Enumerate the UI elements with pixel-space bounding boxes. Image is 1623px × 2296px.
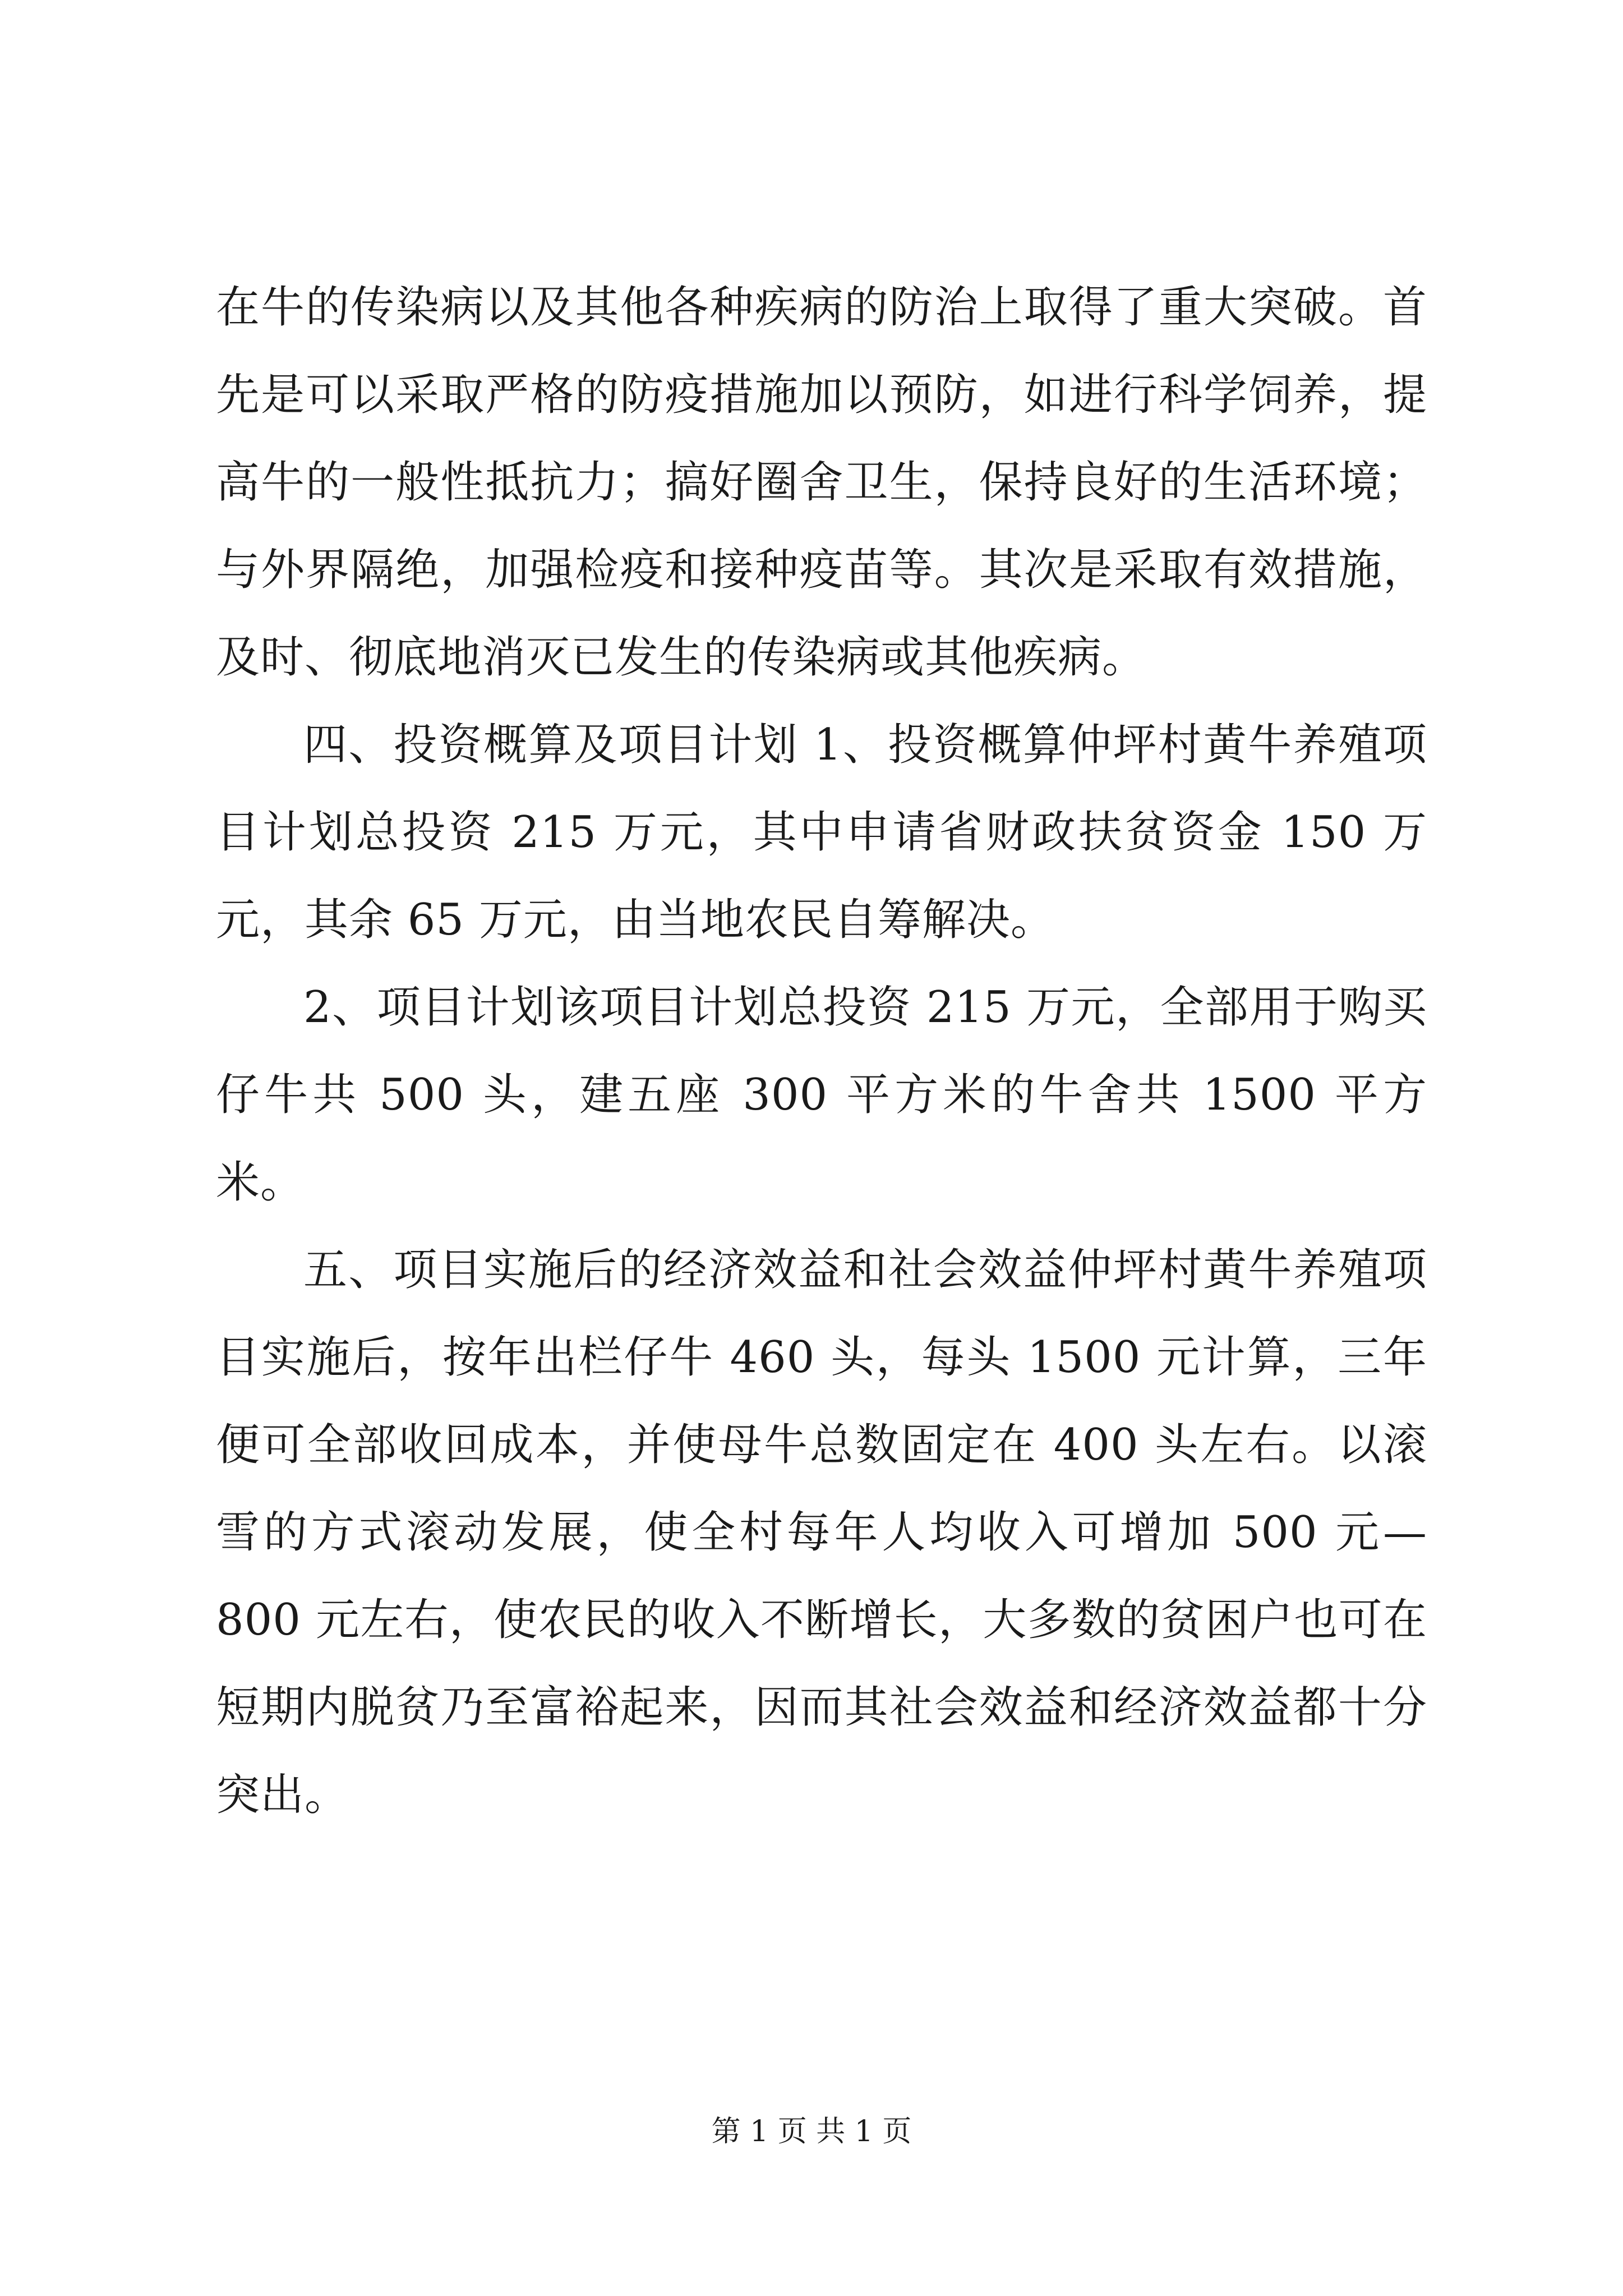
page-footer: 第 1 页 共 1 页 <box>711 2115 912 2148</box>
paragraph-disease-prevention: 在牛的传染病以及其他各种疾病的防治上取得了重大突破。首先是可以采取严格的防疫措施加以预防，如进行科学饲养，提高牛的一般性抵抗力；搞好圈舍卫生，保持良好的生活环境；与外界隔绝，加强检疫和接种疫苗等。其次是采取有效措施，及时、彻底地消灭已发生的传染病或其他疾病。 <box>216 282 1427 683</box>
paragraph-investment-estimate: 四、投资概算及项目计划 1、投资概算仲坪村黄牛养殖项目计划总投资 215 万元，其中申请省财政扶贫资金 150 万元，其余 65 万元，由当地农民自筹解决。 <box>216 720 1427 945</box>
document-body <box>216 264 1427 1839</box>
paragraph-project-plan: 2、项目计划该项目计划总投资 215 万元，全部用于购买仔牛共 500 头，建五座 300 平方米的牛舍共 1500 平方米。 <box>216 982 1427 1208</box>
paragraph-benefits: 五、项目实施后的经济效益和社会效益仲坪村黄牛养殖项目实施后，按年出栏仔牛 460 头，每头 1500 元计算，三年便可全部收回成本，并使母牛总数固定在 400 头左右。以滚雪的方式滚动发展，使全村每年人均收入可增加 500 元—800 元左右，使农民的收入不断增长，大多数的贫困户也可在短期内脱贫乃至富裕起来，因而其社会效益和经济效益都十分突出。 <box>216 1245 1427 1820</box>
